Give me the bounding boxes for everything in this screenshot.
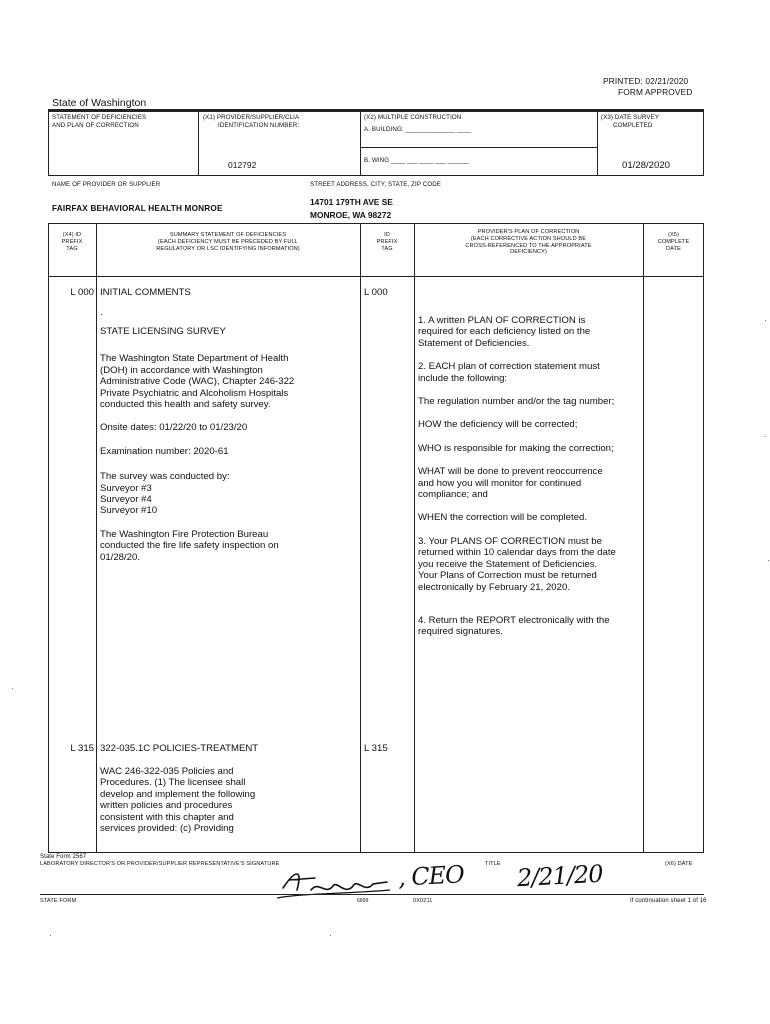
instruction-paragraph: WHEN the correction will be completed.	[418, 512, 588, 524]
tag-l315-prefix: L 315	[70, 743, 94, 754]
instruction-paragraph: The regulation number and/or the tag number;	[418, 396, 615, 408]
comment-paragraph: STATE LICENSING SURVEY	[100, 326, 226, 337]
continuation-sheet: If continuation sheet 1 of 16	[630, 898, 707, 904]
signature-label: LABORATORY DIRECTOR'S OR PROVIDER/SUPPLIER REPRESENTATIVE'S SIGNATURE	[40, 861, 280, 867]
state-form-number: State Form 2567	[40, 854, 87, 860]
instruction-paragraph: 1. A written PLAN OF CORRECTION is required for each deficiency listed on the Statement of Deficiencies.	[418, 315, 591, 349]
label-address: STREET ADDRESS, CITY, STATE, ZIP CODE	[310, 181, 442, 188]
title-label: TITLE	[485, 861, 501, 867]
state-form-footer: STATE FORM	[40, 898, 77, 904]
date-label: (X6) DATE	[665, 861, 693, 867]
comment-paragraph: The survey was conducted by: Surveyor #3 Surveyor #4 Surveyor #10	[100, 471, 230, 517]
form-code: 6899	[357, 898, 369, 904]
survey-date: 01/28/2020	[622, 160, 671, 171]
label-x3: (X3) DATE SURVEY	[601, 114, 660, 121]
comment-paragraph: The Washington State Department of Health (DOH) in accordance with Washington Administrative Code (WAC), Chapter 246-322 Private Psychiatric and Alcoholism Hospitals conducted this health and safety survey.	[100, 353, 295, 411]
handwritten-signature	[275, 860, 395, 905]
comment-paragraph: The Washington Fire Protection Bureau conducted the fire life safety inspection on 01/28/20.	[100, 528, 279, 563]
signature-date: 2/21/20	[516, 859, 604, 893]
signature-title: , CEO	[397, 860, 465, 892]
label-x1: (X1) PROVIDER/SUPPLIER/CLIA	[203, 114, 300, 121]
col-plan-header: PROVIDER'S PLAN OF CORRECTION (EACH CORRECTIVE ACTION SHOULD BE CROSS-REFERENCED TO THE APPROPRIATE DEFICIENCY)	[465, 229, 592, 256]
col-x4-header: (X4) ID PREFIX TAG	[61, 232, 83, 252]
event-id: 0X0211	[413, 898, 433, 904]
initial-comments-title: INITIAL COMMENTS	[100, 287, 191, 298]
wac-policy-text: WAC 246-322-035 Policies and Procedures. (1) The licensee shall develop and implement the following written policies and procedures consistent with this chapter and services provided: (c) Providing	[100, 766, 256, 835]
policies-treatment-title: 322-035.1C POLICIES-TREATMENT	[100, 743, 259, 754]
form-approved: FORM APPROVED	[618, 87, 693, 97]
instruction-paragraph: 2. EACH plan of correction statement must include the following:	[418, 361, 600, 384]
label-building: A. BUILDING: ______________ ____	[364, 126, 472, 133]
label-plan: AND PLAN OF CORRECTION	[52, 122, 139, 129]
instruction-paragraph: HOW the deficiency will be corrected;	[418, 419, 578, 431]
provider-name: FAIRFAX BEHAVIORAL HEALTH MONROE	[52, 204, 223, 213]
instruction-paragraph: WHO is responsible for making the correction;	[418, 442, 614, 454]
tag-l000-id: L 000	[364, 287, 388, 298]
label-x1-id: IDENTIFICATION NUMBER:	[218, 122, 300, 129]
label-provider-name: NAME OF PROVIDER OR SUPPLIER	[52, 181, 161, 188]
comment-paragraph: Onsite dates: 01/22/20 to 01/23/20	[100, 422, 248, 434]
col-id-header: ID PREFIX TAG	[376, 232, 398, 252]
address-line-2: MONROE, WA 98272	[310, 210, 392, 220]
survey-comments	[100, 326, 310, 575]
label-statement: STATEMENT OF DEFICIENCIES	[52, 114, 147, 121]
tag-l315-id: L 315	[364, 743, 388, 754]
printed-date: PRINTED: 02/21/2020	[603, 76, 689, 86]
label-wing: B. WING ____ ___ ____ ___ ______	[364, 157, 470, 164]
provider-id-number: 012792	[228, 160, 257, 170]
col-summary-header: SUMMARY STATEMENT OF DEFICIENCIES (EACH DEFICIENCY MUST BE PRECEDED BY FULL REGULATORY OR LSC IDENTIFYING INFORMATION)	[156, 232, 300, 252]
label-x2: (X2) MULTIPLE CONSTRUCTION	[364, 114, 462, 121]
state-title: State of Washington	[52, 97, 147, 109]
label-x3b: COMPLETED	[613, 122, 653, 129]
correction-instructions	[418, 315, 618, 650]
instruction-paragraph: WHAT will be done to prevent reoccurrence and how you will monitor for continued compliance; and	[418, 466, 603, 501]
stray-dot: .	[100, 307, 103, 318]
address-line-1: 14701 179TH AVE SE	[310, 197, 393, 207]
col-x5-header: (X5) COMPLETE DATE	[657, 232, 690, 252]
instruction-paragraph: 4. Return the REPORT electronically with the required signatures.	[418, 614, 610, 638]
tag-l000-prefix: L 000	[70, 287, 94, 298]
comment-paragraph: Examination number: 2020-61	[100, 445, 229, 457]
instruction-paragraph: 3. Your PLANS OF CORRECTION must be returned within 10 calendar days from the date you receive the Statement of Deficiencies. Your Plans of Correction must be returned electronically by February 21, 2020.	[418, 535, 616, 593]
